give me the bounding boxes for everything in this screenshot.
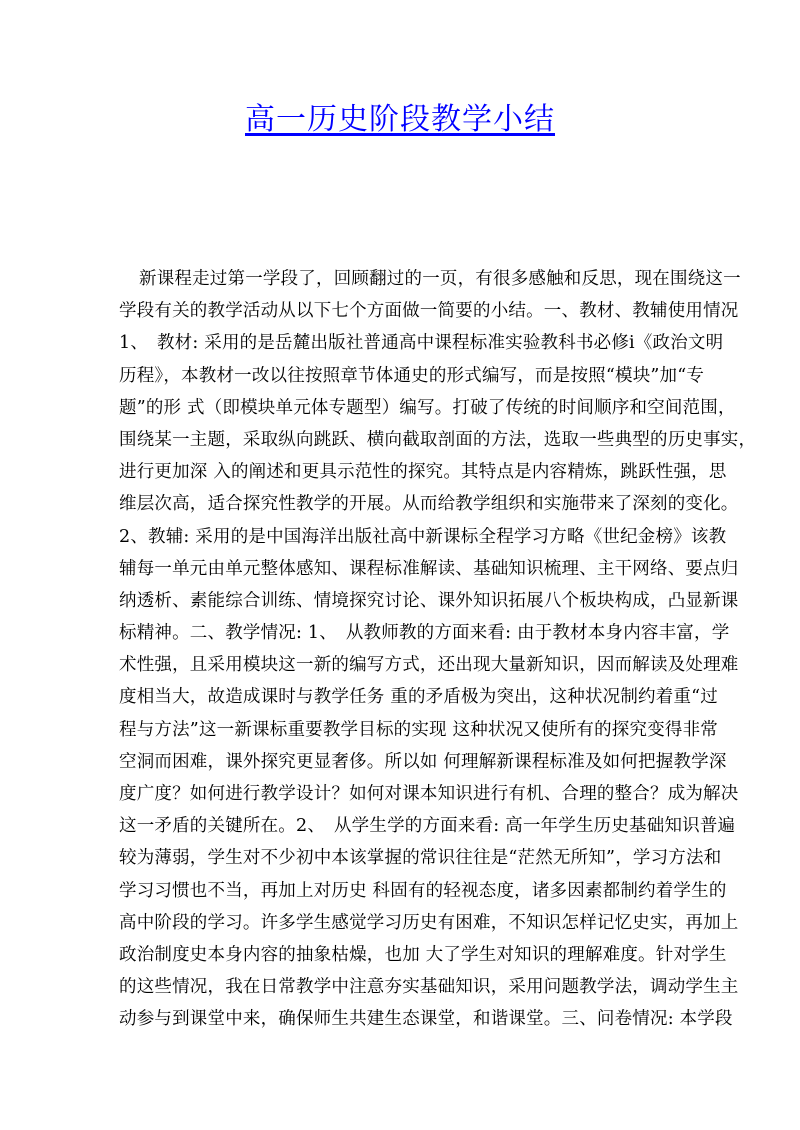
- paragraph-line: 较为薄弱，学生对不少初中本该掌握的常识往往是“茫然无所知”，学习方法和: [119, 848, 722, 869]
- paragraph-line: 术性强，且采用模块这一新的编写方式，还出现大量新知识，因而解读及处理难: [119, 655, 739, 676]
- paragraph-line: 度广度？如何进行教学设计？如何对课本知识进行有机、合理的整合？成为解决: [119, 784, 739, 804]
- paragraph-line: 动参与到课堂中来，确保师生共建生态课堂，和谐课堂。三、问卷情况: 本学段: [119, 1009, 733, 1030]
- paragraph-line: 维层次高，适合探究性教学的开展。从而给教学组织和实施带来了深刻的变化。: [119, 494, 739, 515]
- paragraph-line: 程与方法”这一新课标重要教学目标的实现 这种状况又使所有的探究变得非常: [119, 719, 719, 740]
- paragraph-line: 历程》，本教材一改以往按照章节体通史的形式编写，而是按照“模块”加“专: [119, 365, 705, 386]
- paragraph-line: 题”的形 式（即模块单元体专题型）编写。打破了传统的时间顺序和空间范围，: [119, 397, 736, 418]
- paragraph-line: 新课程走过第一学段了，回顾翻过的一页，有很多感触和反思，现在围绕这一: [139, 269, 741, 289]
- paragraph-line: 政治制度史本身内容的抽象枯燥，也加 大了学生对知识的理解难度。针对学生: [119, 944, 727, 965]
- paragraph-line: 高中阶段的学习。许多学生感觉学习历史有困难，不知识怎样记忆史实，再加上: [119, 912, 739, 933]
- paragraph-line: 围绕某一主题，采取纵向跳跃、横向截取剖面的方法，选取一些典型的历史事实，: [119, 429, 757, 450]
- paragraph-line: 学习习惯也不当，再加上对历史 科固有的轻视态度，诸多因素都制约着学生的: [119, 880, 727, 901]
- paragraph-line: 空洞而困难，课外探究更显奢侈。所以如 何理解新课程标准及如何把握教学深: [119, 751, 727, 772]
- paragraph-line: 1、 教材: 采用的是岳麓出版社普通高中课程标准实验教科书必修ⅰ《政治文明: [119, 333, 724, 354]
- paragraph-line: 标精神。二、教学情况: 1、 从教师教的方面来看: 由于教材本身内容丰富，学: [119, 623, 730, 644]
- paragraph-line: 这一矛盾的关键所在。2、 从学生学的方面来看: 高一年学生历史基础知识普遍: [119, 816, 736, 837]
- paragraph-line: 度相当大，故造成课时与教学任务 重的矛盾极为突出，这种状况制约着重“过: [119, 687, 719, 708]
- paragraph-line: 的这些情况，我在日常教学中注意夯实基础知识，采用问题教学法，调动学生主: [119, 977, 739, 998]
- paragraph-line: 学段有关的教学活动从以下七个方面做一简要的小结。一、教材、教辅使用情况: [119, 301, 739, 322]
- paragraph-line: 纳透析、素能综合训练、情境探究讨论、课外知识拓展八个板块构成，凸显新课: [119, 590, 739, 611]
- paragraph-line: 2、教辅: 采用的是中国海洋出版社高中新课标全程学习方略《世纪金榜》该教: [119, 526, 727, 547]
- document-title[interactable]: 高一历史阶段教学小结: [245, 102, 555, 137]
- document-body: [119, 263, 757, 1036]
- paragraph-line: 进行更加深 入的阐述和更具示范性的探究。其特点是内容精炼，跳跃性强，思: [119, 462, 727, 483]
- paragraph-line: 辅每一单元由单元整体感知、课程标准解读、基础知识梳理、主干网络、要点归: [119, 558, 739, 579]
